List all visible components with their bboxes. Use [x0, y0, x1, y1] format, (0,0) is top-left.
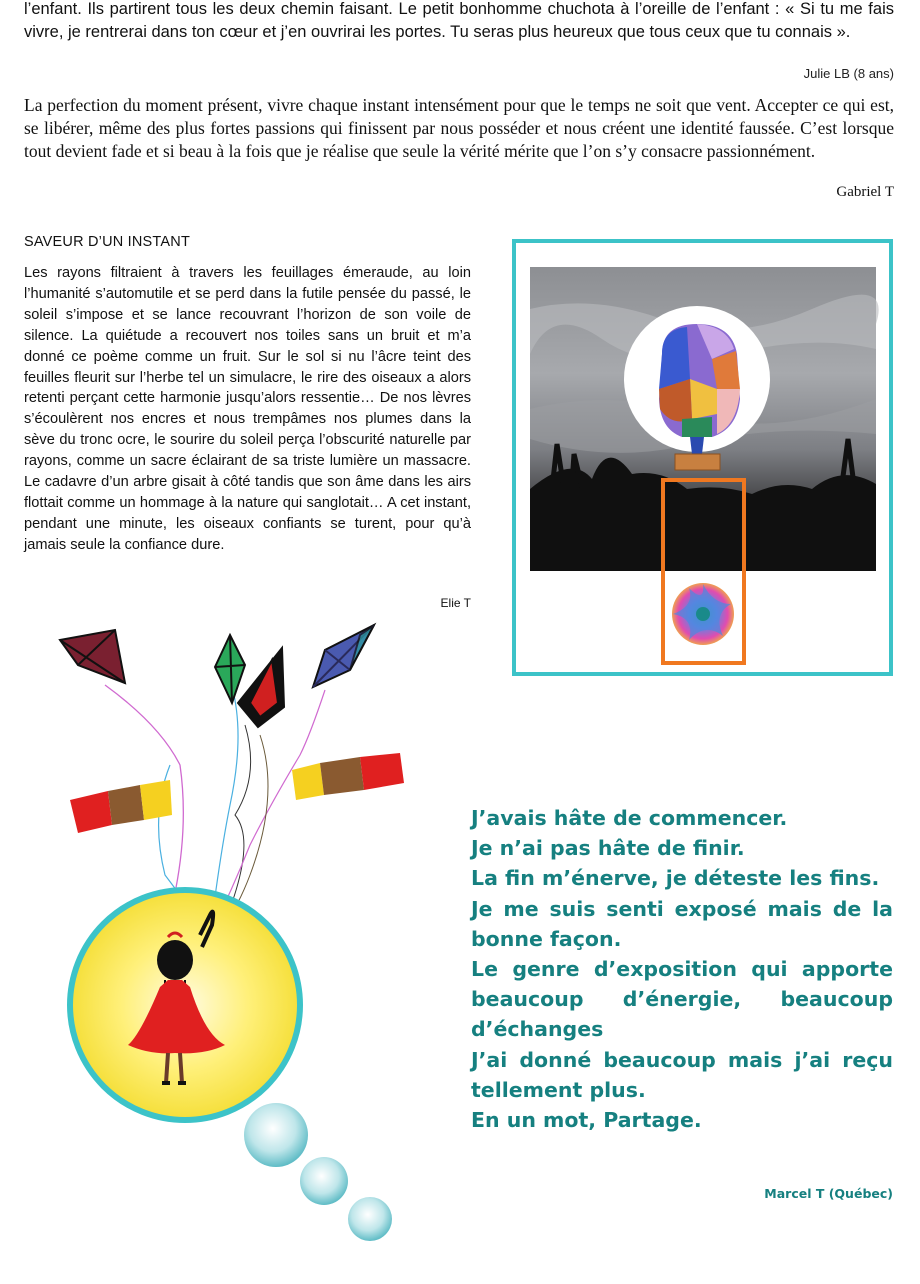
saveur-author: Elie T [440, 596, 471, 610]
bubble-1 [244, 1103, 308, 1167]
spiral-flower [672, 583, 734, 645]
story-paragraph: l’enfant. Ils partirent tous les deux chemin faisant. Le petit bonhomme chuchota à l’oreille de l’enfant : « Si tu me fais vivre, je rentrerai dans ton cœur et j’en ouvrirai les portes. Tu seras plus heureux que tous ceux que tu connais ». [24, 0, 894, 41]
bubble-2 [300, 1157, 348, 1205]
bubble-3 [348, 1197, 392, 1241]
flag-right [292, 753, 404, 800]
reflection-paragraph: La perfection du moment présent, vivre chaque instant intensément pour que le temps ne soit que vent. Accepter ce qui est, se libérer, même des plus fortes passions qui finissent par nous posséder et nous créent une identité faussée. C’est lorsque tout devient fade et si beau à la fois que je réalise que seule la vérité mérite que l’on s’y consacre passionnément. [24, 95, 894, 161]
poem-line: Je n’ai pas hâte de finir. [471, 836, 745, 861]
poem-line: J’ai donné beaucoup mais j’ai reçu tellement plus. [471, 1047, 893, 1102]
reflection-author: Gabriel T [836, 184, 894, 200]
framed-artwork [512, 239, 893, 676]
flag-left [70, 780, 172, 833]
kite-green [215, 635, 245, 703]
poem-author: Marcel T (Québec) [764, 1186, 893, 1201]
poem [471, 803, 893, 1135]
poem-line: La fin m’énerve, je déteste les fins. [471, 866, 880, 891]
saveur-text: Les rayons filtraient à travers les feuillages émeraude, au loin l’humanité s’automutile et se perd dans la futile pensée du passé, le soleil s’impose et se lance recouvrant l’horizon de son voile de silence. La quiétude a recouvert nos toiles sans un bruit et m’a donné ce poème comme un fruit. Sur le sol si nu l’âcre teint des feuilles fleurit sur l’herbe tel un simulacre, le rire des oiseaux a alors retenti perçant cette harmonie jusqu’alors ressentie… De nos lèvres s’écoulèrent nos encres et nous trempâmes nos plumes dans la sève du tronc ocre, le sourire du soleil perça l’obscurité naturelle par rayons, comme un sacre éclairant de sa triste lumière un massacre. Le cadavre d’un arbre gisait à côté tandis que son âme dans les airs flottait comme un hommage à la nature qui sanglotait… A cet instant, pendant une minute, les oiseaux confiants se turent, pour qu’à jamais seule la confiance dure. [24, 265, 471, 553]
kites-illustration [20, 615, 450, 1255]
saveur-title: SAVEUR D’UN INSTANT [24, 234, 190, 250]
poem-line: Le genre d’exposition qui apporte beaucoup d’énergie, beaucoup d’échanges [471, 957, 893, 1042]
poem-line: En un mot, Partage. [471, 1108, 702, 1133]
kite-black-red [238, 648, 284, 727]
poem-line: J’avais hâte de commencer. [471, 806, 788, 830]
kite-blue [313, 625, 374, 687]
poem-line: Je me suis senti exposé mais de la bonne façon. [471, 896, 893, 951]
story-author: Julie LB (8 ans) [803, 66, 894, 81]
kite-red [60, 630, 125, 683]
